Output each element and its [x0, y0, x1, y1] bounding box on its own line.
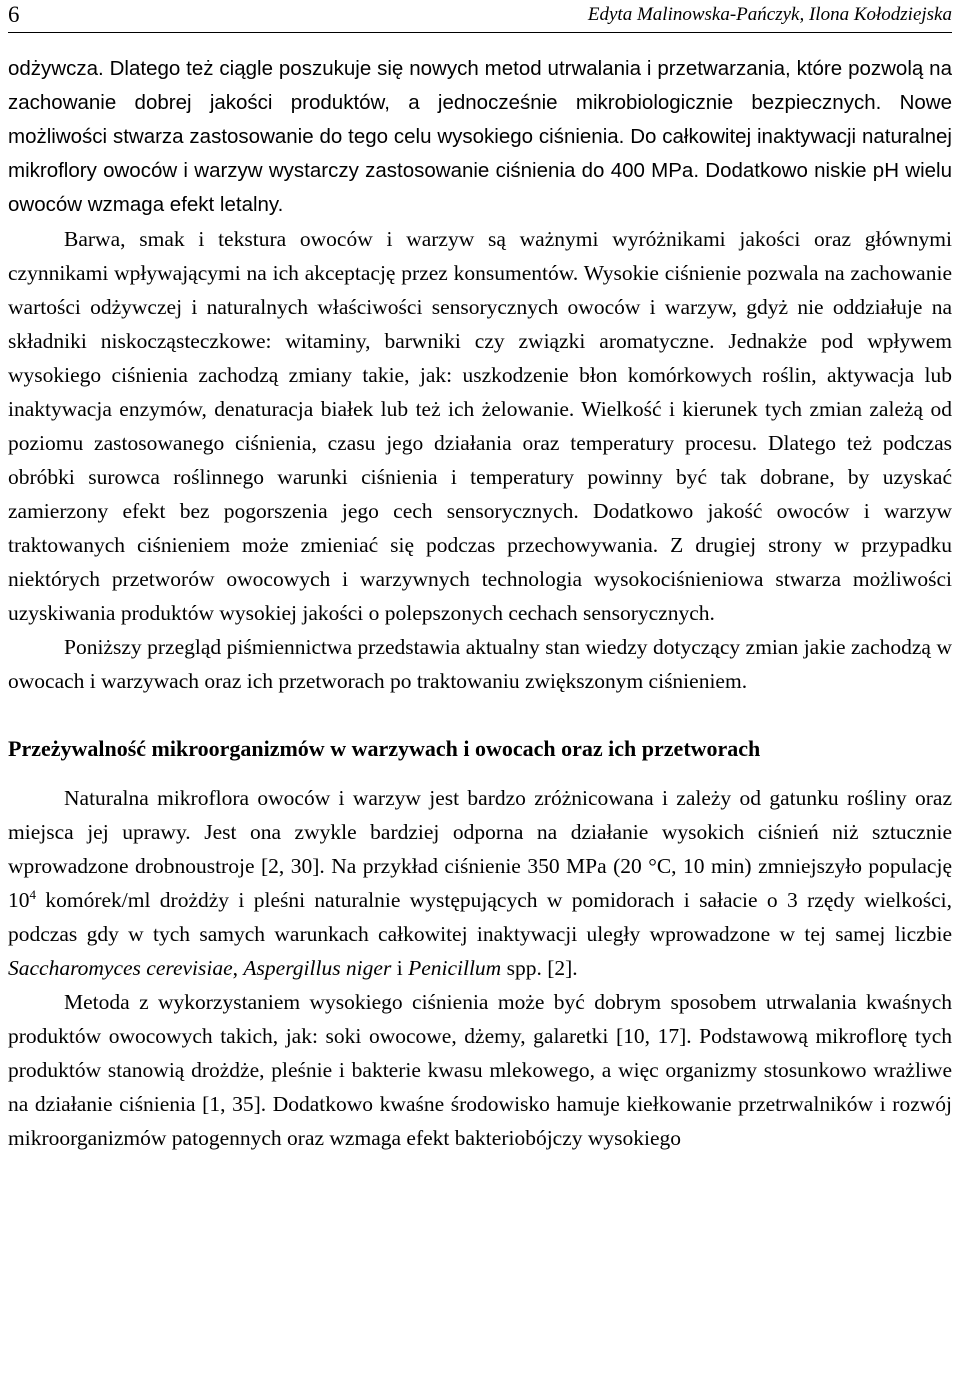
microflora-text-end: spp. [2].	[501, 956, 578, 980]
species-aspergillus: Aspergillus niger	[243, 956, 392, 980]
body-text	[8, 52, 952, 1155]
microflora-text-start: Naturalna mikroflora owoców i warzyw jest bardzo zróżnicowana i zależy od gatunku rośliny oraz miejsca jej uprawy. Jest ona zwykle bardziej odporna na działanie wysokich ciśnień niż sztucznie wprowadzone drobnoustroje [2, 30]. Na przykład ciśnienie 350 MPa (20 °C, 10 min) zmniejszyło populację 10	[8, 786, 952, 912]
page-number: 6	[8, 2, 20, 27]
running-header-authors: Edyta Malinowska-Pańczyk, Ilona Kołodziejska	[587, 4, 952, 25]
paragraph-review-scope: Poniższy przegląd piśmiennictwa przedstawia aktualny stan wiedzy dotyczący zmian jakie zachodzą w owocach i warzywach oraz ich przetworach po traktowaniu zwiększonym ciśnieniem.	[8, 635, 952, 693]
species-saccharomyces: Saccharomyces cerevisiae	[8, 956, 233, 980]
separator-comma: ,	[232, 956, 244, 980]
paragraph-acidic-products: Metoda z wykorzystaniem wysokiego ciśnienia może być dobrym sposobem utrwalania kwaśnych produktów owocowych takich, jak: soki owocowe, dżemy, galaretki [10, 17]. Podstawową mikroflorę tych produktów stanowią drożdże, pleśnie i bakterie kwasu mlekowego, a więc organizmy stosunkowo wrażliwe na działanie ciśnienia [1, 35]. Dodatkowo kwaśne środowisko hamuje kiełkowanie przetrwalników i rozwój mikroorganizmów patogennych oraz wzmaga efekt bakteriobójczy wysokiego	[8, 990, 952, 1150]
species-penicillum: Penicillum	[408, 956, 502, 980]
running-header	[8, 0, 952, 33]
continued-paragraph	[8, 52, 952, 222]
paragraph-quality: Barwa, smak i tekstura owoców i warzyw są ważnymi wyróżnikami jakości oraz głównymi czynnikami wpływającymi na ich akceptację przez konsumentów. Wysokie ciśnienie pozwala na zachowanie wartości odżywczej i naturalnych właściwości sensorycznych owoców i warzyw, gdyż nie oddziałuje na składniki niskocząsteczkowe: witaminy, barwniki czy związki aromatyczne. Jednakże pod wpływem wysokiego ciśnienia zachodzą zmiany takie, jak: uszkodzenie błon komórkowych roślin, aktywacja lub inaktywacja enzymów, denaturacja białek lub też ich żelowanie. Wielkość i kierunek tych zmian zależą od poziomu zastosowanego ciśnienia, czasu jego działania oraz temperatury procesu. Dlatego też podczas obróbki surowca roślinnego warunki ciśnienia i temperatury powinny być tak dobrane, by uzyskać zamierzony efekt bez pogorszenia jego cech sensorycznych. Dodatkowo jakość owoców i warzyw traktowanych ciśnieniem może zmieniać się podczas przechowywania. Z drugiej strony w przypadku niektórych przetworów owocowych i warzywnych technologia wysokociśnieniowa stwarza możliwości uzyskiwania produktów wysokiej jakości o polepszonych cechach sensorycznych.	[8, 227, 952, 625]
separator-and: i	[391, 956, 409, 980]
paragraph-microflora	[8, 781, 952, 985]
microflora-text-middle: komórek/ml drożdży i pleśni naturalnie występujących w pomidorach i sałacie o 3 rzędy wielkości, podczas gdy w tych samych warunkach całkowitej inaktywacji uległy wprowadzone w tej samej liczbie	[8, 888, 952, 946]
continued-paragraph-text: odżywcza. Dlatego też ciągle poszukuje się nowych metod utrwalania i przetwarzania, które pozwolą na zachowanie dobrej jakości produktów, a jednocześnie mikrobiologicznie bezpiecznych. Nowe możliwości stwarza zastosowanie do tego celu wysokiego ciśnienia. Do całkowitej inaktywacji naturalnej mikroflory owoców i warzyw wystarczy zastosowanie ciśnienia do 400 MPa. Dodatkowo niskie pH wielu owoców wzmaga efekt letalny.	[8, 57, 952, 216]
exponent: 4	[29, 886, 36, 902]
section-heading: Przeżywalność mikroorganizmów w warzywach i owocach oraz ich przetworach	[8, 736, 761, 761]
